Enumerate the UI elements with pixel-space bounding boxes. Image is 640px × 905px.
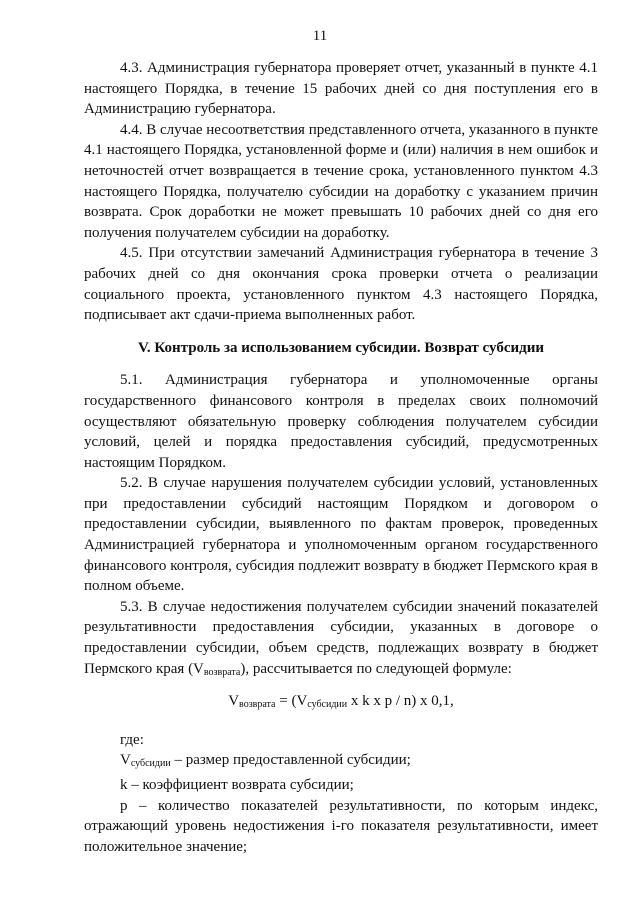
- formula-rest: x k x p / n) x 0,1,: [347, 693, 454, 710]
- paragraph-4-4: 4.4. В случае несоответствия представленного отчета, указанного в пункте 4.1 настоящего Порядка, установленной форме и (или) наличия в нем ошибок и неточностей отчет возвращается в течение срока, установленного пунктом 4.3 настоящего Порядка, получателю субсидии на доработку с указанием причин возврата. Срок доработки не может превышать 10 рабочих дней со дня его получения получателем субсидии на доработку.: [84, 121, 599, 241]
- paragraph-5-1: 5.1. Администрация губернатора и уполномоченные органы государственного финансового контроля в пределах своих полномочий осуществляют обязательную проверку соблюдения получателем субсидии условий, целей и порядка предоставления субсидий, предусмотренных настоящим Порядком.: [84, 372, 598, 471]
- paragraph-4-5: 4.5. При отсутствии замечаний Администрация губернатора в течение 3 рабочих дней со дня окончания срока проверки отчета о реализации социального проекта, установленного пунктом 4.3 настоящего Порядка, подписывает акт сдачи-приема выполненных работ.: [84, 245, 598, 324]
- where-label: где:: [120, 731, 144, 748]
- definition-v-text: – размер предоставленной субсидии;: [170, 752, 411, 769]
- definition-k: k – коэффициент возврата субсидии;: [120, 777, 354, 793]
- paragraph-5-2: 5.2. В случае нарушения получателем субсидии условий, установленных при предоставлении субсидий настоящим Порядком и договором о предоставлении субсидии, выявленного по фактам проверок, проведенных Администрацией губернатора и уполномоченным органом государственного финансового контроля, субсидия подлежит возврату в бюджет Пермского края в полном объеме.: [84, 475, 598, 595]
- formula-subsidy-subscript: субсидии: [307, 699, 348, 711]
- page-number: 11: [312, 28, 328, 44]
- paragraph-4-3: 4.3. Администрация губернатора проверяет отчет, указанный в пункте 4.1 настоящего Порядка, в течение 15 рабочих дней со дня поступления его в Администрацию губернатора.: [84, 60, 598, 118]
- definition-p: p – количество показателей результативности, по которым индекс, отражающий уровень недостижения i-го показателя результативности, имеет положительное значение;: [84, 797, 598, 855]
- formula-v-subscript: возврата: [239, 699, 276, 711]
- definition-v: V: [120, 752, 131, 769]
- formula: [84, 691, 598, 716]
- document-body: [84, 58, 598, 857]
- definition-v-subsidy: [84, 750, 598, 775]
- definition-v-subscript: субсидии: [130, 758, 171, 770]
- section-heading: V. Контроль за использованием субсидии. Возврат субсидии: [138, 339, 544, 356]
- paragraph-5-3-text: 5.3. В случае недостижения получателем субсидии значений показателей результативности предоставления субсидии, указанных в договоре о предоставлении субсидии, объем средств, подлежащих возврату в бюджет Пермского края (V: [84, 598, 598, 677]
- formula-v: V: [228, 693, 240, 710]
- formula-eq-open: = (V: [275, 693, 308, 710]
- paragraph-5-3: [84, 597, 598, 683]
- paragraph-5-3-tail: ), рассчитывается по следующей формуле:: [240, 660, 512, 677]
- paragraph-5-3-subscript: возврата: [203, 666, 241, 678]
